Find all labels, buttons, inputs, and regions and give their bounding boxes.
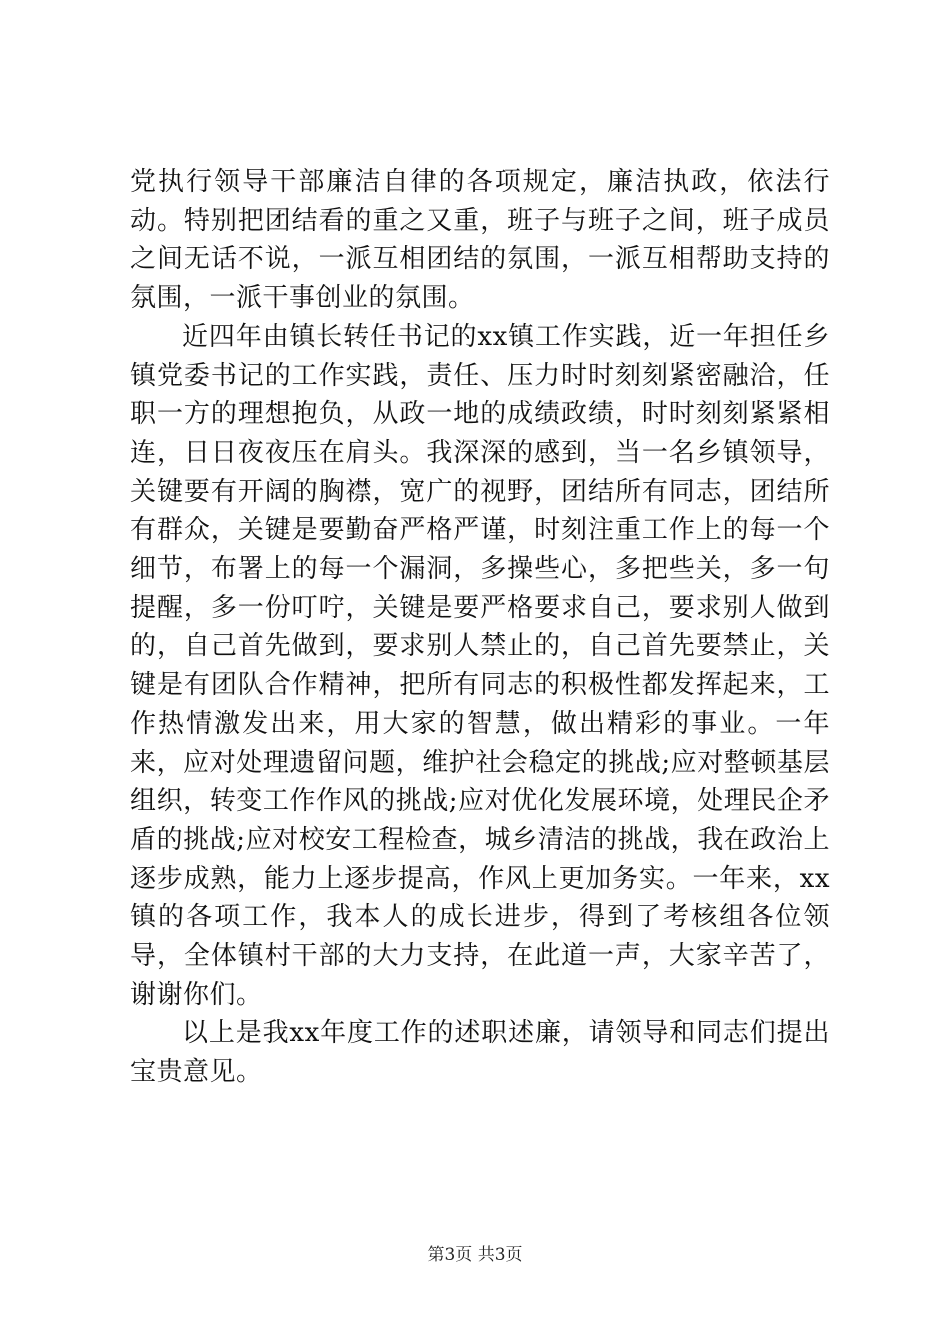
paragraph-continuation: 党执行领导干部廉洁自律的各项规定，廉洁执政，依法行动。特别把团结看的重之又重，班子与班子之间，班子成员之间无话不说，一派互相团结的氛围，一派互相帮助支持的氛围，一派干事创业的氛围。 bbox=[130, 167, 830, 314]
paragraph-work-practice: 近四年由镇长转任书记的xx镇工作实践，近一年担任乡镇党委书记的工作实践，责任、压力时时刻刻紧密融洽，任职一方的理想抱负，从政一地的成绩政绩，时时刻刻紧紧相连，日日夜夜压在肩头。我深深的感到，当一名乡镇领导，关键要有开阔的胸襟，宽广的视野，团结所有同志，团结所有群众，关键是要勤奋严格严谨，时刻注重工作上的每一个细节，布署上的每一个漏洞，多操些心，多把些关，多一句提醒，多一份叮咛，关键是要严格要求自己，要求别人做到的，自己首先做到，要求别人禁止的，自己首先要禁止，关键是有团队合作精神，把所有同志的积极性都发挥起来，工作热情激发出来，用大家的智慧，做出精彩的事业。一年来，应对处理遗留问题，维护社会稳定的挑战;应对整顿基层组织，转变工作作风的挑战;应对优化发展环境，处理民企矛盾的挑战;应对校安工程检查，城乡清洁的挑战，我在政治上逐步成熟，能力上逐步提高，作风上更加务实。一年来，xx镇的各项工作，我本人的成长进步，得到了考核组各位领导，全体镇村干部的大力支持，在此道一声，大家辛苦了，谢谢你们。 bbox=[130, 321, 830, 1010]
page-footer: 第3页 共3页 bbox=[427, 1245, 523, 1265]
document-body bbox=[130, 163, 830, 1092]
paragraph-closing: 以上是我xx年度工作的述职述廉，请领导和同志们提出宝贵意见。 bbox=[130, 1018, 830, 1088]
